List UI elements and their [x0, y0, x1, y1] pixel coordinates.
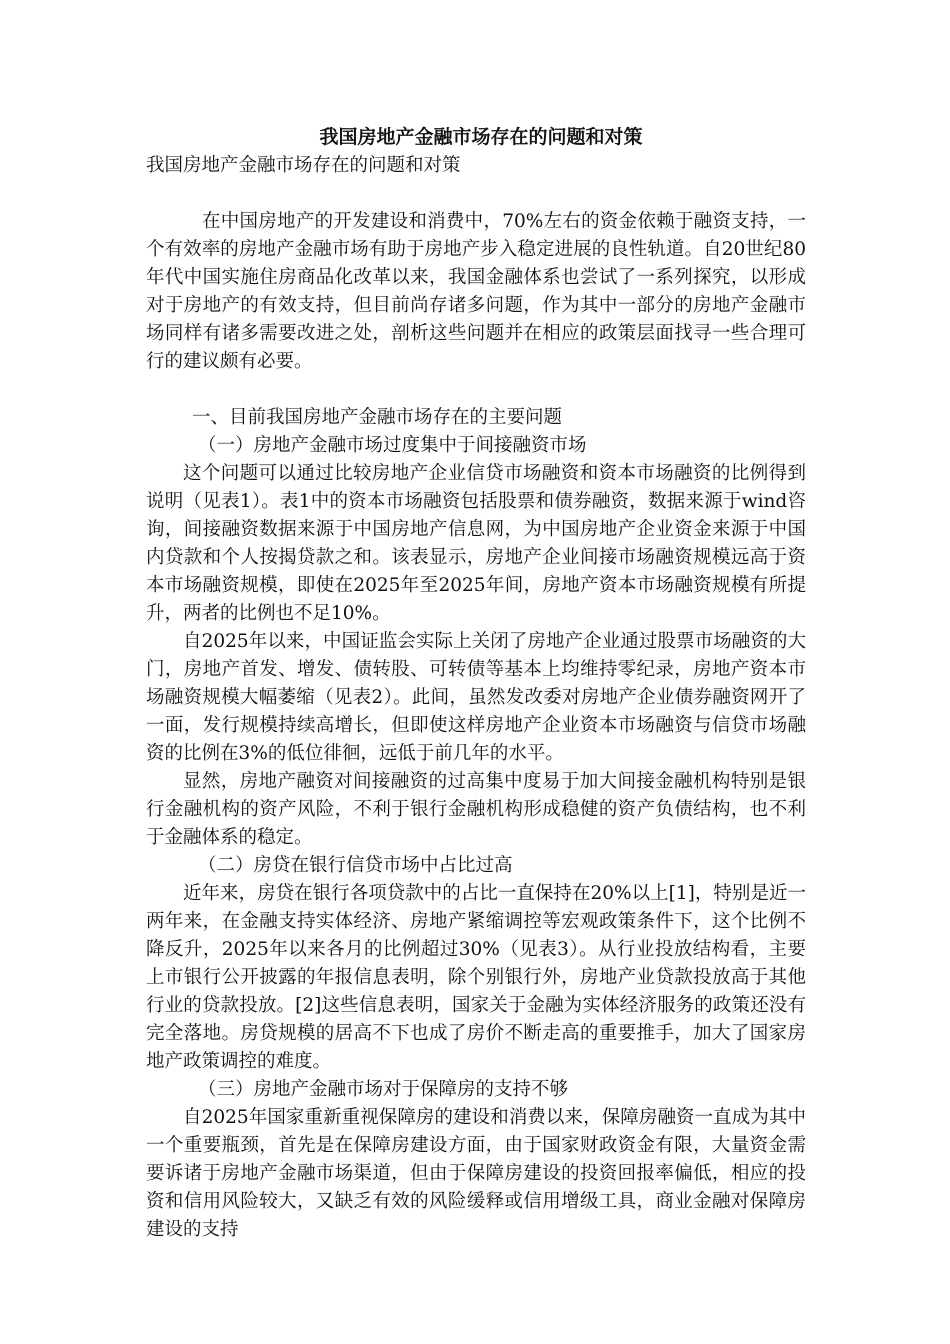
document-body	[146, 122, 806, 1244]
subsection-heading-3: （三）房地产金融市场对于保障房的支持不够	[198, 1079, 569, 1100]
subsection-heading-2: （二）房贷在银行信贷市场中占比过高	[198, 855, 513, 876]
section-heading-1: 一、目前我国房地产金融市场存在的主要问题	[192, 407, 563, 428]
spacer	[146, 376, 806, 404]
document-title: 我国房地产金融市场存在的问题和对策	[319, 126, 643, 148]
body-paragraph: 自2025年以来，中国证监会实际上关闭了房地产企业通过股票市场融资的大门，房地产首发、增发、债转股、可转债等基本上均维持零纪录，房地产资本市场融资规模大幅萎缩（见表2）。此间，虽然发改委对房地产企业债券融资网开了一面，发行规模持续高增长，但即使这样房地产企业资本市场融资与信贷市场融资的比例在3%的低位徘徊，远低于前几年的水平。	[146, 631, 806, 764]
subsection-heading-1: （一）房地产金融市场过度集中于间接融资市场	[198, 435, 587, 456]
intro-paragraph: 在中国房地产的开发建设和消费中，70%左右的资金依赖于融资支持，一个有效率的房地产金融市场有助于房地产步入稳定进展的良性轨道。自20世纪80年代中国实施住房商品化改革以来，我国金融体系也尝试了一系列探究，以形成对于房地产的有效支持，但目前尚存诸多问题，作为其中一部分的房地产金融市场同样有诸多需要改进之处，剖析这些问题并在相应的政策层面找寻一些合理可行的建议颇有必要。	[146, 211, 806, 372]
document-subtitle: 我国房地产金融市场存在的问题和对策	[146, 155, 461, 176]
spacer	[146, 180, 806, 208]
body-paragraph: 这个问题可以通过比较房地产企业信贷市场融资和资本市场融资的比例得到说明（见表1）。表1中的资本市场融资包括股票和债券融资，数据来源于wind咨询，间接融资数据来源于中国房地产信息网，为中国房地产企业资金来源于中国内贷款和个人按揭贷款之和。该表显示，房地产企业间接市场融资规模远高于资本市场融资规模，即使在2025年至2025年间，房地产资本市场融资规模有所提升，两者的比例也不足10%。	[146, 463, 806, 624]
body-paragraph: 近年来，房贷在银行各项贷款中的占比一直保持在20%以上[1]，特别是近一两年来，在金融支持实体经济、房地产紧缩调控等宏观政策条件下，这个比例不降反升，2025年以来各月的比例超过30%（见表3）。从行业投放结构看，主要上市银行公开披露的年报信息表明，除个别银行外，房地产业贷款投放高于其他行业的贷款投放。[2]这些信息表明，国家关于金融为实体经济服务的政策还没有完全落地。房贷规模的居高不下也成了房价不断走高的重要推手，加大了国家房地产政策调控的难度。	[146, 883, 806, 1072]
body-paragraph: 显然，房地产融资对间接融资的过高集中度易于加大间接金融机构特别是银行金融机构的资产风险，不利于银行金融机构形成稳健的资产负债结构，也不利于金融体系的稳定。	[146, 771, 806, 848]
body-paragraph: 自2025年国家重新重视保障房的建设和消费以来，保障房融资一直成为其中一个重要瓶颈，首先是在保障房建设方面，由于国家财政资金有限，大量资金需要诉诸于房地产金融市场渠道，但由于保障房建设的投资回报率偏低，相应的投资和信用风险较大，又缺乏有效的风险缓释或信用增级工具，商业金融对保障房建设的支持	[146, 1107, 806, 1240]
